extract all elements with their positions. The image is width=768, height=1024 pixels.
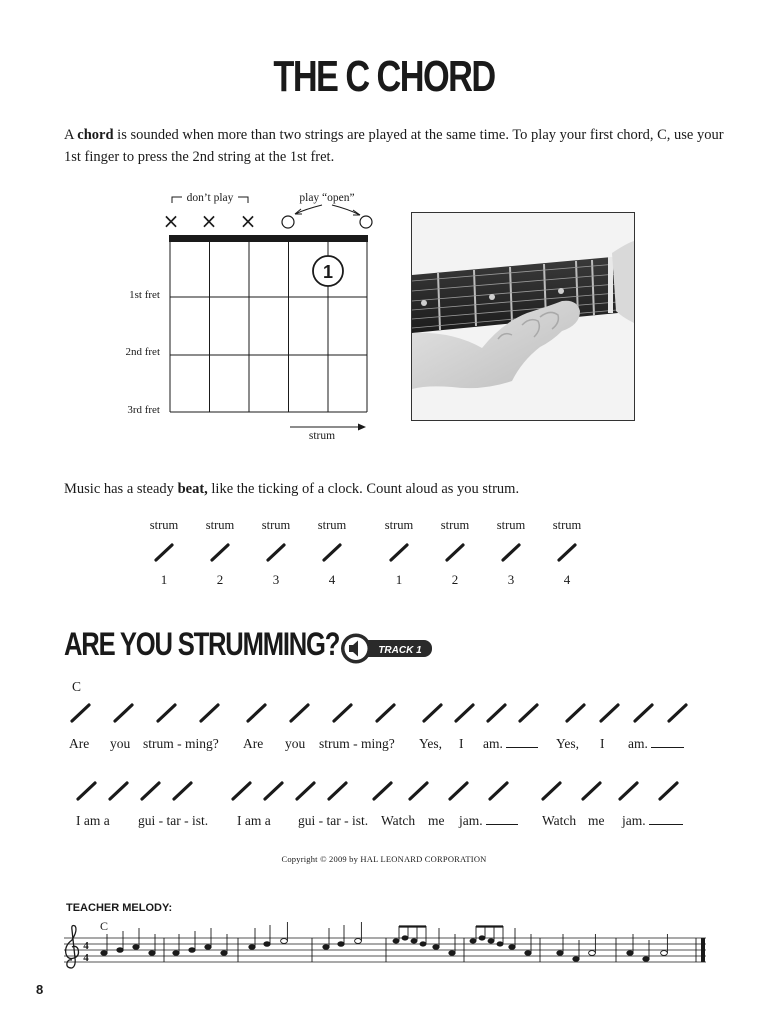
strum-arrow-icon [358, 424, 366, 431]
term-beat: beat, [177, 481, 208, 497]
lyric-syllable: me [428, 813, 445, 828]
time-signature-bottom: 4 [83, 952, 89, 964]
strum-word: strum [384, 518, 414, 532]
strum-word: strum [205, 518, 235, 532]
c-chord-diagram [110, 185, 390, 450]
lyric-syllable: Watch [381, 813, 416, 828]
muted-string-6-icon: × [162, 209, 180, 233]
lyric-syllable: I [459, 736, 464, 751]
strum-word: strum [552, 518, 582, 532]
count-number: 2 [451, 572, 459, 587]
teacher-chord-symbol: C [100, 919, 109, 933]
lyric-syllable: Yes, [419, 736, 443, 751]
muted-string-4-icon: × [239, 209, 257, 233]
page-number: 8 [36, 982, 44, 997]
muted-string-5-icon: × [200, 209, 218, 233]
lyric-syllable: I [600, 736, 605, 751]
page-title: THE C CHORD [273, 52, 495, 101]
hand-on-fretboard-photo [411, 212, 635, 421]
lyric-syllable: gui - tar - ist. [298, 813, 369, 828]
fret-label-1: 1st fret [129, 289, 160, 301]
lyric-syllable: Are [69, 736, 90, 751]
strum-slashes-line-2 [60, 780, 700, 804]
play-open-label: play “open” [299, 192, 355, 204]
song-title: ARE YOU STRUMMING? [64, 626, 340, 662]
count-number: 3 [507, 572, 515, 587]
count-number: 1 [160, 572, 168, 587]
strum-word: strum [261, 518, 291, 532]
term-chord: chord [77, 127, 114, 143]
copyright-notice: Copyright © 2009 by HAL LEONARD CORPORATION [281, 854, 487, 864]
beat-paragraph: Music has a steady beat, like the ticking of a clock. Count aloud as you strum. [64, 481, 520, 497]
lyric-syllable: Yes, [556, 736, 580, 751]
count-number: 3 [272, 572, 280, 587]
lyric-syllable: am. [483, 736, 538, 752]
strum-slashes-example [140, 541, 590, 565]
lyric-syllable: you [110, 736, 131, 751]
track-1-badge[interactable] [340, 632, 436, 666]
lyric-syllable: jam. [622, 813, 683, 829]
lyric-syllable: jam. [459, 813, 518, 829]
teacher-melody-label: TEACHER MELODY: [66, 902, 173, 914]
time-signature-top: 4 [83, 940, 89, 952]
strum-word: strum [440, 518, 470, 532]
strum-word: strum [317, 518, 347, 532]
lyric-syllable: Are [243, 736, 264, 751]
teacher-melody-staff [60, 918, 710, 978]
fret-label-3: 3rd fret [127, 404, 160, 416]
intro-paragraph: A chord is sounded when more than two strings are played at the same time. To play your first chord, C, use your 1st finger to press the 2nd string at the 1st fret. [64, 127, 724, 165]
strum-slashes-line-1 [60, 702, 700, 726]
lyric-syllable: am. [628, 736, 684, 752]
count-number: 2 [216, 572, 224, 587]
finger-number: 1 [322, 262, 334, 282]
lyric-syllable: you [285, 736, 306, 751]
track-label: TRACK 1 [378, 645, 422, 656]
strum-word: strum [496, 518, 526, 532]
lyric-syllable: gui - tar - ist. [138, 813, 209, 828]
open-string-3-icon [282, 216, 294, 228]
lyric-syllable: me [588, 813, 605, 828]
dont-play-label: don’t play [186, 192, 234, 204]
lyric-syllable: Watch [542, 813, 577, 828]
lyric-syllable: strum - ming? [143, 736, 219, 751]
open-string-1-icon [360, 216, 372, 228]
strum-word: strum [149, 518, 179, 532]
lyric-syllable: I am a [76, 813, 110, 828]
lyric-syllable: I am a [237, 813, 271, 828]
count-number: 4 [328, 572, 336, 587]
count-number: 1 [395, 572, 403, 587]
strum-label: strum [308, 430, 336, 442]
fret-label-2: 2nd fret [125, 346, 160, 358]
count-number: 4 [563, 572, 571, 587]
song-chord-symbol: C [72, 679, 82, 694]
lyric-syllable: strum - ming? [319, 736, 395, 751]
